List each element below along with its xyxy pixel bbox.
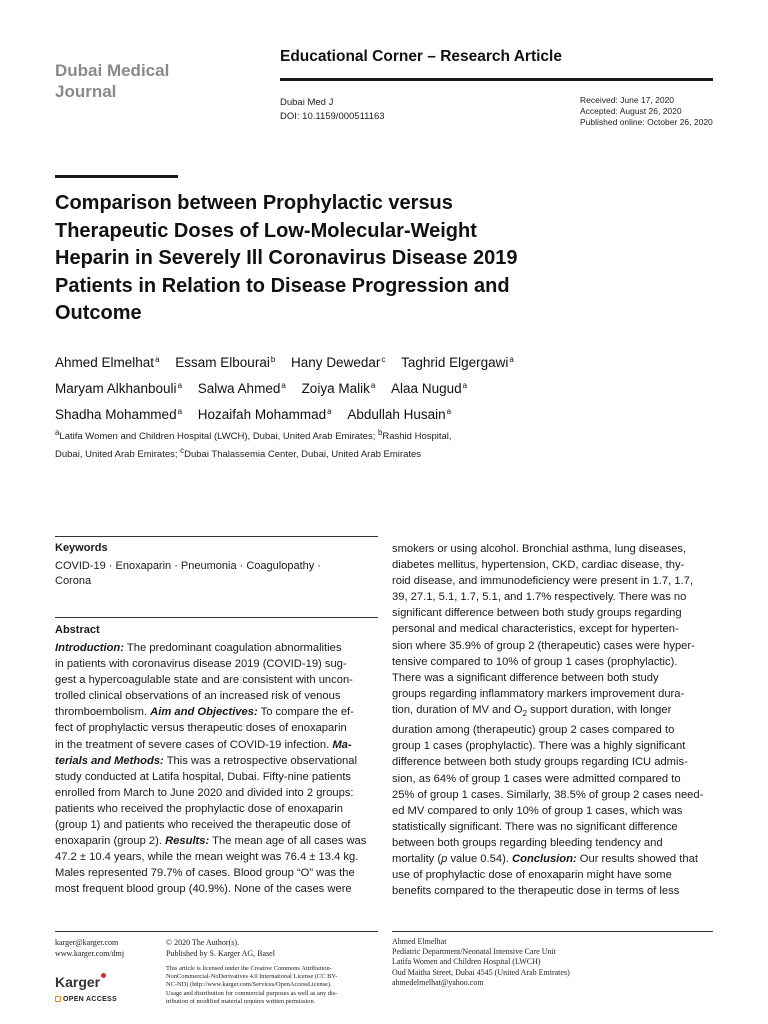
abstract-line: fect of prophylactic versus therapeutic doses of enoxaparin: [55, 722, 347, 735]
author-row: [55, 400, 695, 426]
abstract-line: ed MV compared to only 10% of group 1 cases, which was: [392, 804, 683, 817]
author: Alaa Nugud$^a$: [391, 381, 468, 396]
abstract-line: trolled clinical observations of an increased risk of venous: [55, 690, 341, 703]
affiliation-line: $^a$Latifa Women and Children Hospital (LWCH), Dubai, United Arab Emirates; $^b$Rashid Hospital,: [55, 428, 452, 443]
author: Essam Elbourai$^b$: [175, 355, 276, 370]
abstract-line: smokers or using alcohol. Bronchial asthma, lung diseases,: [392, 543, 687, 555]
title-line: Comparison between Prophylactic versus: [55, 192, 453, 214]
citation-block: [280, 96, 385, 124]
abstract-rule: [55, 617, 378, 618]
logo-dot-icon: [101, 973, 106, 978]
title-rule: [55, 175, 178, 178]
keywords-heading: Keywords: [55, 542, 108, 554]
author: Hany Dewedar$^c$: [291, 355, 386, 370]
author: Taghrid Elgergawi$^a$: [401, 355, 514, 370]
footer-rule: [55, 931, 378, 932]
abstract-heading: Abstract: [55, 624, 100, 636]
journal-abbrev: Dubai Med J: [280, 97, 334, 108]
abstract-line: 39, 27.1, 5.1, 1.7, 5.1, and 1.7% respectively. There was no: [392, 591, 687, 604]
author: Ahmed Elmelhat$^a$: [55, 355, 160, 370]
journal-name-line1: Dubai Medical: [55, 61, 170, 80]
header-rule: [280, 78, 713, 81]
license-text: This article is licensed under the Creative Commons Attribution- NonCommercial-NoDerivatives 4.0 International License (CC BY- NC-ND) (http://www.karger.com/Services/OpenAccessLicense). Usage and distribution for commercial purposes as well as any dis- tribution of modified material requires written permission.: [166, 965, 338, 1005]
abstract-line: There was a significant difference between both study: [392, 671, 659, 684]
abstract-line: enrolled from March to June 2020 and divided into 2 groups:: [55, 786, 354, 799]
abstract-line: between both groups regarding bleeding tendency and: [392, 836, 663, 849]
keywords-rule: [55, 536, 378, 537]
open-access-badge: OPEN ACCESS: [55, 996, 117, 1003]
abstract-line: mortality (p value 0.54). Conclusion: Our results showed that: [392, 853, 698, 866]
abstract-line: most frequent blood group (40.9%). None of the cases were: [55, 883, 352, 896]
title-line: Heparin in Severely Ill Coronavirus Disease 2019: [55, 247, 518, 269]
abstract-line: statistically significant. There was no significant difference: [392, 820, 678, 833]
author: Salwa Ahmed$^a$: [197, 381, 286, 396]
abstract-line: benefits compared to the therapeutic dose in terms of less: [392, 885, 680, 898]
accepted-date: Accepted: August 26, 2020: [580, 106, 682, 116]
published-by: Published by S. Karger AG, Basel: [166, 949, 275, 958]
dates-block: [580, 95, 713, 128]
correspondence-address: Ahmed Elmelhat Pediatric Department/Neonatal Intensive Care Unit Latifa Women and Children Hospital (LWCH) Oud Maitha Street, Dubai 4545 (United Arab Emirates) ahmedelmelhat@yahoo.com: [392, 937, 570, 987]
abstract-line: sion where 35.9% of group 2 (therapeutic) cases were hyper-: [392, 639, 695, 652]
author-list: [55, 348, 695, 426]
karger-logo: Karger: [55, 973, 106, 990]
title-line: Patients in Relation to Disease Progression and: [55, 274, 510, 297]
abstract-line: patients who received the prophylactic dose of enoxaparin: [55, 802, 343, 815]
abstract-line: gest a hypercoagulable state and are consistent with uncon-: [55, 674, 353, 687]
affiliation-line: Dubai, United Arab Emirates; $^c$Dubai Thalassemia Center, Dubai, United Arab Emirates: [55, 446, 422, 461]
abstract-line: terials and Methods: This was a retrospective observational: [55, 754, 357, 767]
open-lock-icon: [55, 996, 61, 1002]
abstract-line: tensive compared to 10% of group 1 cases (prophylactic).: [392, 655, 678, 668]
corresponding-author: Ahmed Elmelhat: [392, 937, 447, 946]
abstract-line: (group 1) and patients who received the therapeutic dose of: [55, 819, 351, 832]
abstract-line: personal and medical characteristics, except for hyperten-: [392, 623, 679, 636]
abstract-line: duration among (therapeutic) group 2 cases compared to: [392, 724, 675, 737]
abstract-line: groups regarding inflammatory markers improvement dura-: [392, 687, 685, 700]
abstract-line: group 1 cases (prophylactic). There was a highly significant: [392, 740, 686, 753]
abstract-line: study conducted at Latifa hospital, Dubai. Fifty-nine patients: [55, 770, 352, 783]
abstract-right-column: [392, 541, 713, 899]
author: Zoiya Malik$^a$: [301, 381, 376, 396]
author: Hozaifah Mohammad$^a$: [197, 407, 332, 422]
abstract-line: thromboembolism. Aim and Objectives: To compare the ef-: [55, 706, 354, 719]
publisher-email[interactable]: karger@karger.com: [55, 938, 119, 947]
author-row: [55, 348, 695, 374]
journal-name: [55, 60, 225, 102]
author: Abdullah Husain$^a$: [347, 407, 452, 422]
abstract-line: roid disease, and immunodeficiency were present in 1.7, 1.7,: [392, 575, 693, 588]
section-title: Educational Corner – Research Article: [280, 48, 562, 65]
footer-rule: [392, 931, 713, 932]
journal-name-line2: Journal: [55, 82, 117, 101]
keywords-list: COVID-19 · Enoxaparin · Pneumonia · Coagulopathy · Corona: [55, 560, 321, 587]
abstract-line: diabetes mellitus, hypertension, CKD, cardiac disease, thy-: [392, 559, 685, 572]
title-line: Therapeutic Doses of Low-Molecular-Weight: [55, 219, 477, 242]
abstract-line: in patients with coronavirus disease 2019 (COVID-19) sug-: [55, 658, 347, 671]
abstract-left-column: [55, 640, 378, 898]
abstract-line: 47.2 ± 10.4 years, while the mean weight was 76.4 ± 13.4 kg.: [55, 851, 359, 864]
published-date: Published online: October 26, 2020: [580, 117, 713, 127]
title-line: Outcome: [55, 302, 142, 324]
received-date: Received: June 17, 2020: [580, 95, 675, 105]
doi[interactable]: DOI: 10.1159/000511163: [280, 111, 385, 122]
abstract-line: in the treatment of severe cases of COVID-19 infection. Ma-: [55, 738, 352, 751]
copyright: © 2020 The Author(s).: [166, 938, 240, 947]
abstract-line: 25% of group 1 cases. Similarly, 38.5% of group 2 cases need-: [392, 788, 704, 801]
abstract-line: use of prophylactic dose of enoxaparin might have some: [392, 869, 672, 882]
abstract-line: Males represented 79.7% of cases. Blood group “O” was the: [55, 867, 355, 880]
author-row: [55, 374, 695, 400]
article-title: [55, 190, 675, 328]
abstract-line: sion, as 64% of group 1 cases were admitted compared to: [392, 772, 681, 785]
abstract-line: enoxaparin (group 2). Results: The mean age of all cases was: [55, 835, 367, 848]
abstract-line: Introduction: The predominant coagulation abnormalities: [55, 642, 342, 654]
abstract-line: difference between both study groups regarding ICU admis-: [392, 756, 688, 769]
affiliations: [55, 426, 575, 462]
abstract-line: tion, duration of MV and $O_2$ support duration, with longer: [392, 703, 672, 719]
publisher-contact: [55, 937, 124, 959]
author: Shadha Mohammed$^a$: [55, 407, 183, 422]
publisher-website[interactable]: www.karger.com/dmj: [55, 949, 125, 958]
author: Maryam Alkhanbouli$^a$: [55, 381, 183, 396]
corresponding-email[interactable]: ahmedelmelhat@yahoo.com: [392, 977, 484, 987]
copyright-block: [166, 937, 275, 959]
abstract-line: significant difference between both study groups regarding: [392, 607, 682, 620]
